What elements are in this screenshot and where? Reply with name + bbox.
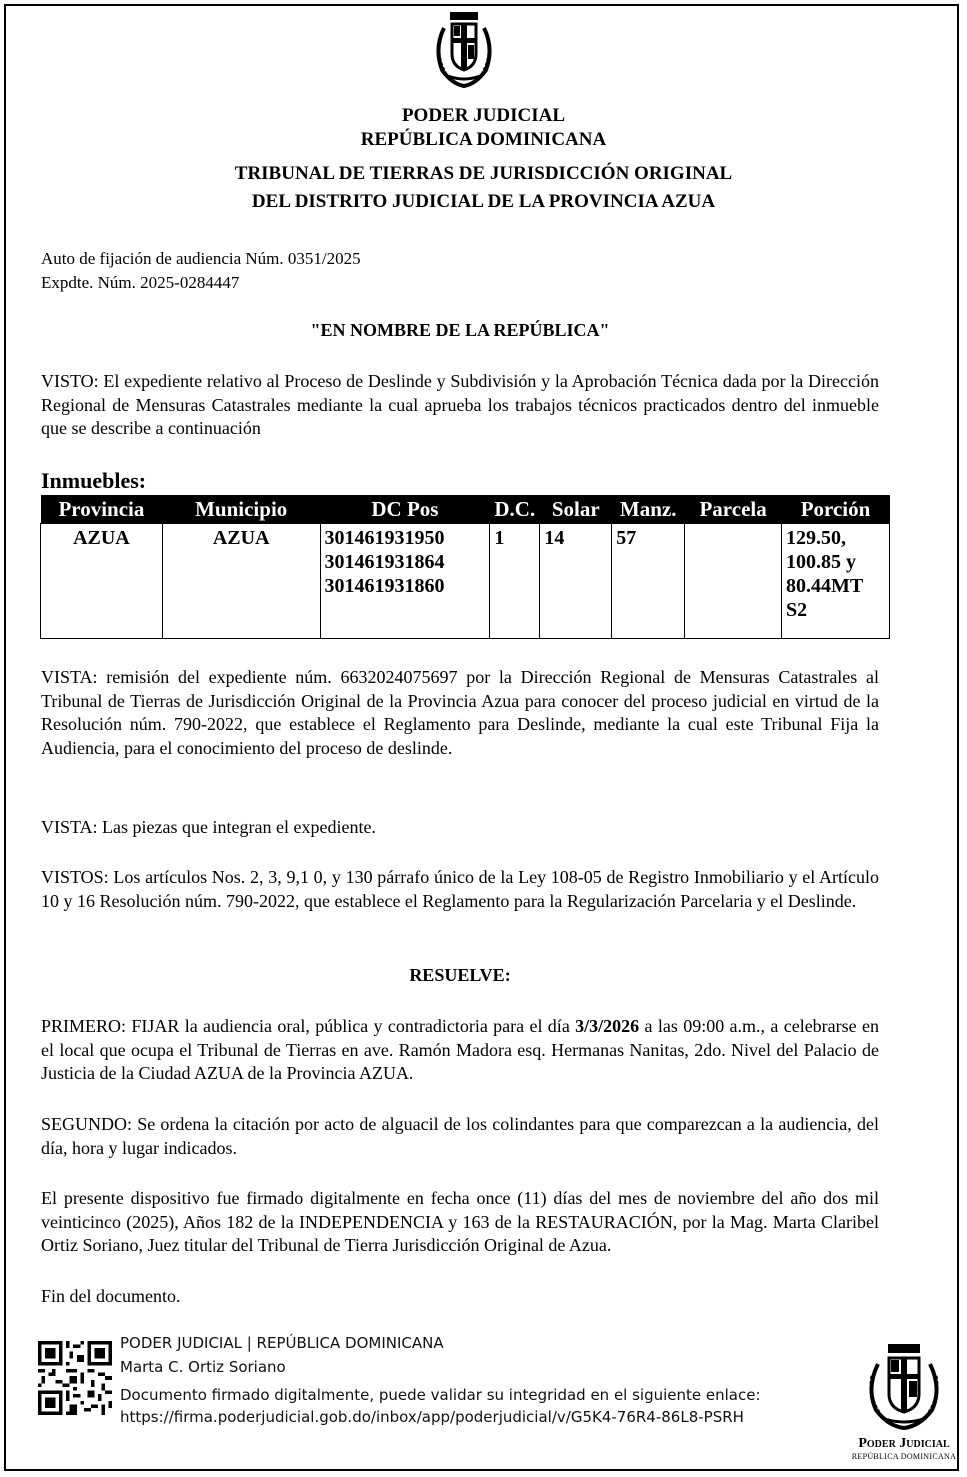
col-municipio: Municipio — [162, 495, 320, 524]
footer-org: PODER JUDICIAL | REPÚBLICA DOMINICANA — [120, 1334, 444, 1352]
footer-signer: Marta C. Ortiz Soriano — [120, 1358, 286, 1376]
table-header-row — [41, 495, 890, 524]
cell-dc: 1 — [490, 524, 540, 639]
primero-pre: PRIMERO: FIJAR la audiencia oral, pública y contradictoria para el día — [41, 1016, 576, 1036]
header-line-1: PODER JUDICIAL — [401, 105, 566, 126]
poder-judicial-seal-icon — [862, 1340, 946, 1430]
header-line-2: REPÚBLICA DOMINICANA — [360, 129, 607, 150]
porcion-4: S2 — [786, 599, 808, 621]
expediente-number: Expdte. Núm. 2025-0284447 — [41, 273, 240, 292]
segundo-paragraph: SEGUNDO: Se ordena la citación por acto de alguacil de los colindantes para que comparezcan a la audiencia, del día, hora y lugar indicados. — [41, 1114, 879, 1158]
fin-documento: Fin del documento. — [41, 1286, 181, 1306]
auto-number: Auto de fijación de audiencia Núm. 0351/2025 — [41, 249, 361, 268]
coat-of-arms-icon — [430, 8, 498, 88]
logo-title: Poder Judicial — [858, 1436, 950, 1451]
qr-code-icon — [38, 1336, 112, 1420]
primero-paragraph — [41, 1015, 879, 1086]
inmuebles-table — [40, 495, 890, 639]
cell-parcela — [685, 524, 782, 639]
vista-paragraph-2: VISTA: Las piezas que integran el expediente. — [41, 817, 376, 837]
porcion-3: 80.44MT — [786, 575, 864, 597]
porcion-2: 100.85 y — [786, 551, 857, 573]
hearing-date: 3/3/2026 — [575, 1016, 640, 1036]
col-parcela: Parcela — [685, 495, 782, 524]
header-line-3: TRIBUNAL DE TIERRAS DE JURISDICCIÓN ORIGINAL — [234, 163, 733, 184]
logo-subtitle: REPÚBLICA DOMINICANA — [851, 1452, 957, 1461]
col-dc: D.C. — [490, 495, 540, 524]
dc-pos-3: 301461931860 — [324, 575, 445, 597]
dc-pos-1: 301461931950 — [324, 527, 445, 549]
cell-dc-pos — [320, 524, 490, 639]
dc-pos-2: 301461931864 — [324, 551, 445, 573]
col-manz: Manz. — [612, 495, 685, 524]
footer-url[interactable]: https://firma.poderjudicial.gob.do/inbox/app/poderjudicial/v/G5K4-76R4-86L8-PSRH — [120, 1408, 744, 1426]
header-line-4: DEL DISTRITO JUDICIAL DE LA PROVINCIA AZUA — [251, 191, 716, 212]
inmuebles-title: Inmuebles: — [41, 468, 147, 493]
table-row — [41, 524, 890, 639]
primero-post: a las 09:00 a.m., a celebrarse en el local que ocupa el Tribunal de Tierras en ave. Ramón Madora esq. Hermanas Nanitas, 2do. Nivel del Palacio de Justicia de la Ciudad AZUA de la Provincia AZUA. — [41, 1016, 879, 1083]
cell-porcion — [782, 524, 890, 639]
col-provincia: Provincia — [41, 495, 163, 524]
porcion-1: 129.50, — [786, 527, 847, 549]
poder-judicial-logo-text — [848, 1436, 960, 1461]
cell-provincia: AZUA — [41, 524, 163, 639]
firma-paragraph: El presente dispositivo fue firmado digitalmente en fecha once (11) días del mes de noviembre del año dos mil veinticinco (2025), Años 182 de la INDEPENDENCIA y 163 de la RESTAURACIÓN, por la Mag. Marta Claribel Ortiz Soriano, Juez titular del Tribunal de Tierra Jurisdicción Original de Azua. — [41, 1188, 879, 1255]
col-porcion: Porción — [782, 495, 890, 524]
col-solar: Solar — [540, 495, 612, 524]
vista-paragraph-1: VISTA: remisión del expediente núm. 6632024075697 por la Dirección Regional de Mensuras Catastrales al Tribunal de Tierras de Jurisdicción Original de la Provincia Azua para conocer del proceso judicial en virtud de la Resolución núm. 790-2022, que establece el Reglamento para Deslinde, mediante la cual este Tribunal Fija la Audiencia, para el conocimiento del proceso de deslinde. — [41, 667, 879, 758]
vistos-paragraph: VISTOS: Los artículos Nos. 2, 3, 9,1 0, y 130 párrafo único de la Ley 108-05 de Registro Inmobiliario y el Artículo 10 y 16 Resolución núm. 790-2022, que establece el Reglamento para la Regularización Parcelaria y el Deslinde. — [41, 867, 879, 911]
cell-solar: 14 — [540, 524, 612, 639]
resuelve-heading: RESUELVE: — [409, 965, 511, 985]
footer-note: Documento firmado digitalmente, puede validar su integridad en el siguiente enlace: — [120, 1386, 761, 1404]
invocation: "EN NOMBRE DE LA REPÚBLICA" — [310, 320, 610, 340]
cell-municipio: AZUA — [162, 524, 320, 639]
cell-manz: 57 — [612, 524, 685, 639]
visto-paragraph: VISTO: El expediente relativo al Proceso de Deslinde y Subdivisión y la Aprobación Técnica dada por la Dirección Regional de Mensuras Catastrales mediante la cual aprueba los trabajos técnicos practicados dentro del inmueble que se describe a continuación — [41, 371, 879, 438]
col-dc-pos: DC Pos — [320, 495, 490, 524]
